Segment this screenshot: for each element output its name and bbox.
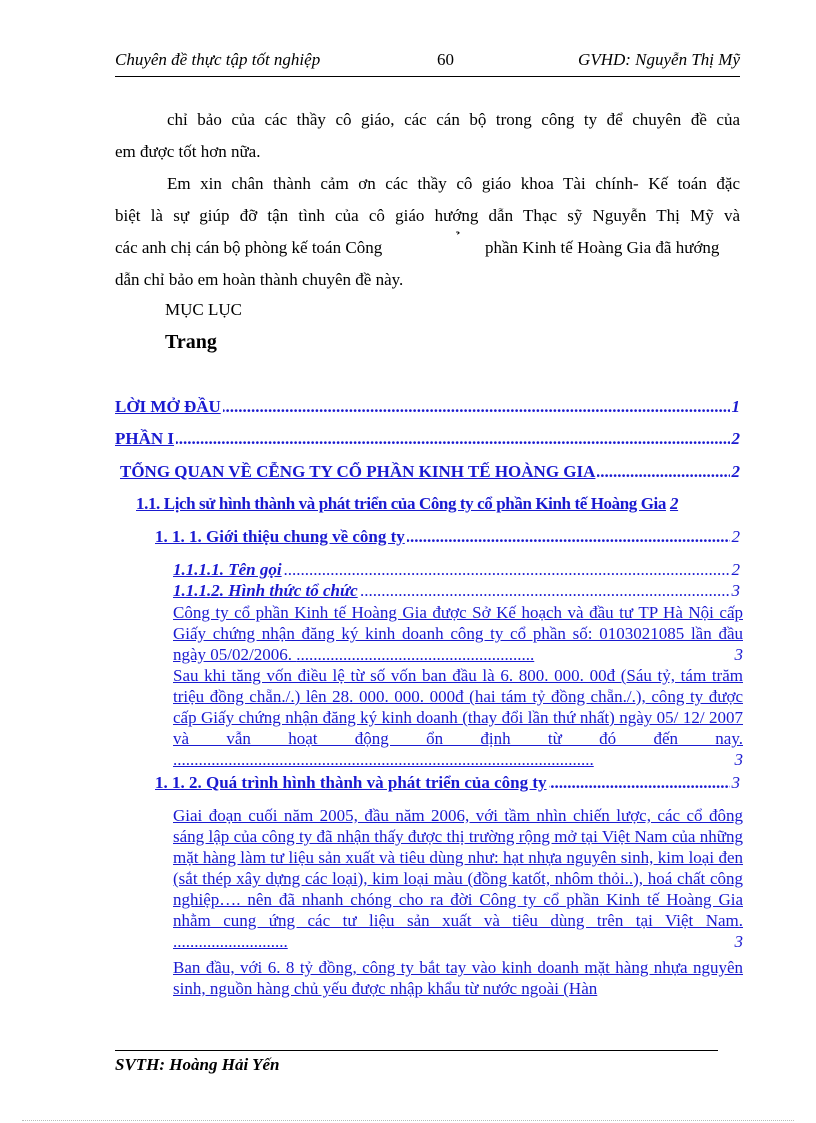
text-run: phần Kinh tế Hoàng Gia đã hướng bbox=[485, 238, 720, 257]
page-edge-divider bbox=[22, 1120, 794, 1121]
paragraph-line bbox=[115, 232, 740, 264]
toc-dots: ........................... bbox=[173, 932, 288, 951]
toc-entry-phan-1[interactable] bbox=[115, 429, 740, 453]
toc-entry-page: 1 bbox=[731, 397, 740, 416]
footer-student: SVTH: Hoàng Hải Yến bbox=[115, 1055, 280, 1074]
toc-entry-label: 1.1.1.1. Tên gọi bbox=[173, 560, 282, 579]
toc-entry-page: 2 bbox=[731, 527, 740, 546]
toc-entry-1-1-1-2[interactable] bbox=[173, 581, 740, 603]
toc-entry-page: 2 bbox=[669, 494, 679, 513]
toc-paragraph-text: Sau khi tăng vốn điều lệ từ số vốn ban đầu là 6. 800. 000. 00đ (Sáu tỷ, tám trăm triệu đồng chẵn./.) lên 28. 000. 000. 000đ (hai tám tỷ đồng chẵn./.), công ty được cấp Giấy chứng nhận đăng ký kinh doanh (thay đổi lần thứ nhất) ngày 05/ 12/ 2007 và vẫn hoạt động ổn định từ đó đến nay. bbox=[173, 666, 743, 748]
page-header bbox=[115, 48, 740, 76]
toc-entry-1-1-1-1[interactable] bbox=[173, 560, 740, 582]
toc-entry-1-1-1[interactable] bbox=[155, 527, 740, 551]
toc-entry-page: 3 bbox=[734, 645, 743, 664]
header-supervisor: GVHD: Nguyễn Thị Mỹ bbox=[578, 50, 740, 69]
toc-entry-1-1-2[interactable] bbox=[155, 773, 740, 797]
toc-entry-paragraph[interactable] bbox=[173, 602, 743, 665]
toc-entry-label: 1.1.1.2. Hình thức tổ chức bbox=[173, 581, 358, 600]
toc-entry-label: 1. 1. 2. Quá trình hình thành và phát triển của công ty bbox=[155, 773, 547, 792]
toc-entry-page: 2 bbox=[731, 560, 740, 579]
paragraph-line: biệt là sự giúp đỡ tận tình của cô giáo hướng dẫn Thạc sỹ Nguyễn Thị Mỹ và bbox=[115, 206, 740, 225]
toc-entry-label: TỔNG QUAN VỀ CỄNG TY CỔ PHẦN KINH TẾ HOÀNG GIA bbox=[120, 462, 596, 481]
toc-entry-page: 3 bbox=[734, 932, 743, 951]
page-number: 60 bbox=[437, 50, 454, 69]
toc-paragraph-text: Công ty cổ phần Kinh tế Hoàng Gia được Sở Kế hoạch và đầu tư TP Hà Nội cấp Giấy chứng nhận đăng ký kinh doanh công ty cổ phần số: 0103021085 lần đầu ngày 05/02/2006. bbox=[173, 603, 743, 664]
toc-entry-page: 3 bbox=[731, 773, 740, 792]
toc-entry-label: 1. 1. 1. Giới thiệu chung về công ty bbox=[155, 527, 405, 546]
toc-entry-label: 1.1. Lịch sử hình thành và phát triển của Công ty cổ phần Kinh tế Hoàng Gia bbox=[136, 494, 666, 513]
header-divider bbox=[115, 76, 740, 77]
toc-entry-label: LỜI MỞ ĐẦU bbox=[115, 397, 221, 416]
toc-entry-paragraph[interactable] bbox=[173, 805, 743, 952]
toc-entry-page: 2 bbox=[731, 462, 740, 481]
toc-entry-paragraph[interactable] bbox=[173, 665, 743, 770]
toc-page-column-label: Trang bbox=[165, 331, 217, 353]
paragraph-line: dẫn chỉ bảo em hoàn thành chuyên đề này. bbox=[115, 270, 404, 289]
toc-entry-page: 3 bbox=[731, 581, 740, 600]
toc-paragraph-text: Giai đoạn cuối năm 2005, đầu năm 2006, với tầm nhìn chiến lược, các cổ đông sáng lập của công ty đã nhận thấy được thị trường rộng mở tại Việt Nam của những mặt hàng làm tư liệu sản xuất và tiêu dùng như: hạt nhựa nguyên sinh, kim loại đen (sắt thép xây dựng các loại), kim loại màu (đồng katốt, nhôm thỏi..), hoá chất công nghiệp…. nên đã nhanh chóng cho ra đời Công ty cổ phần Kinh tế Hoàng Gia nhằm cung ứng các tư liệu sản xuất và tiêu dùng trên tại Việt Nam. bbox=[173, 806, 743, 930]
toc-entry-page: 2 bbox=[731, 429, 740, 448]
toc-heading: MỤC LỤC bbox=[165, 300, 242, 319]
toc-entry-loi-mo-dau[interactable] bbox=[115, 397, 740, 421]
toc-paragraph-text: Ban đầu, với 6. 8 tỷ đồng, công ty bắt tay vào kinh doanh mặt hàng nhựa nguyên sinh, nguồn hàng chủ yếu được nhập khẩu từ nước ngoài (Hàn bbox=[173, 958, 743, 998]
text-run: các anh chị cán bộ phòng kế toán Công bbox=[115, 238, 383, 257]
toc-entry-1-1[interactable] bbox=[136, 494, 740, 518]
toc-entry-page: 3 bbox=[734, 750, 743, 769]
footer-divider bbox=[115, 1050, 718, 1051]
paragraph-line: em được tốt hơn nữa. bbox=[115, 142, 261, 161]
paragraph-line: chỉ bảo của các thầy cô giáo, các cán bộ trong công ty để chuyên đề của bbox=[167, 110, 740, 129]
body-text bbox=[115, 104, 740, 296]
header-title: Chuyên đề thực tập tốt nghiệp bbox=[115, 50, 321, 69]
paragraph-line: Em xin chân thành cảm ơn các thầy cô giáo khoa Tài chính- Kế toán đặc bbox=[167, 174, 740, 193]
toc-dots: ........................................................ bbox=[296, 645, 535, 664]
toc-entry-label: PHẦN I bbox=[115, 429, 175, 448]
toc-entry-tong-quan[interactable] bbox=[120, 462, 740, 486]
toc-entry-paragraph[interactable] bbox=[173, 957, 743, 999]
toc-dots: ................................................................................................... bbox=[173, 750, 594, 769]
